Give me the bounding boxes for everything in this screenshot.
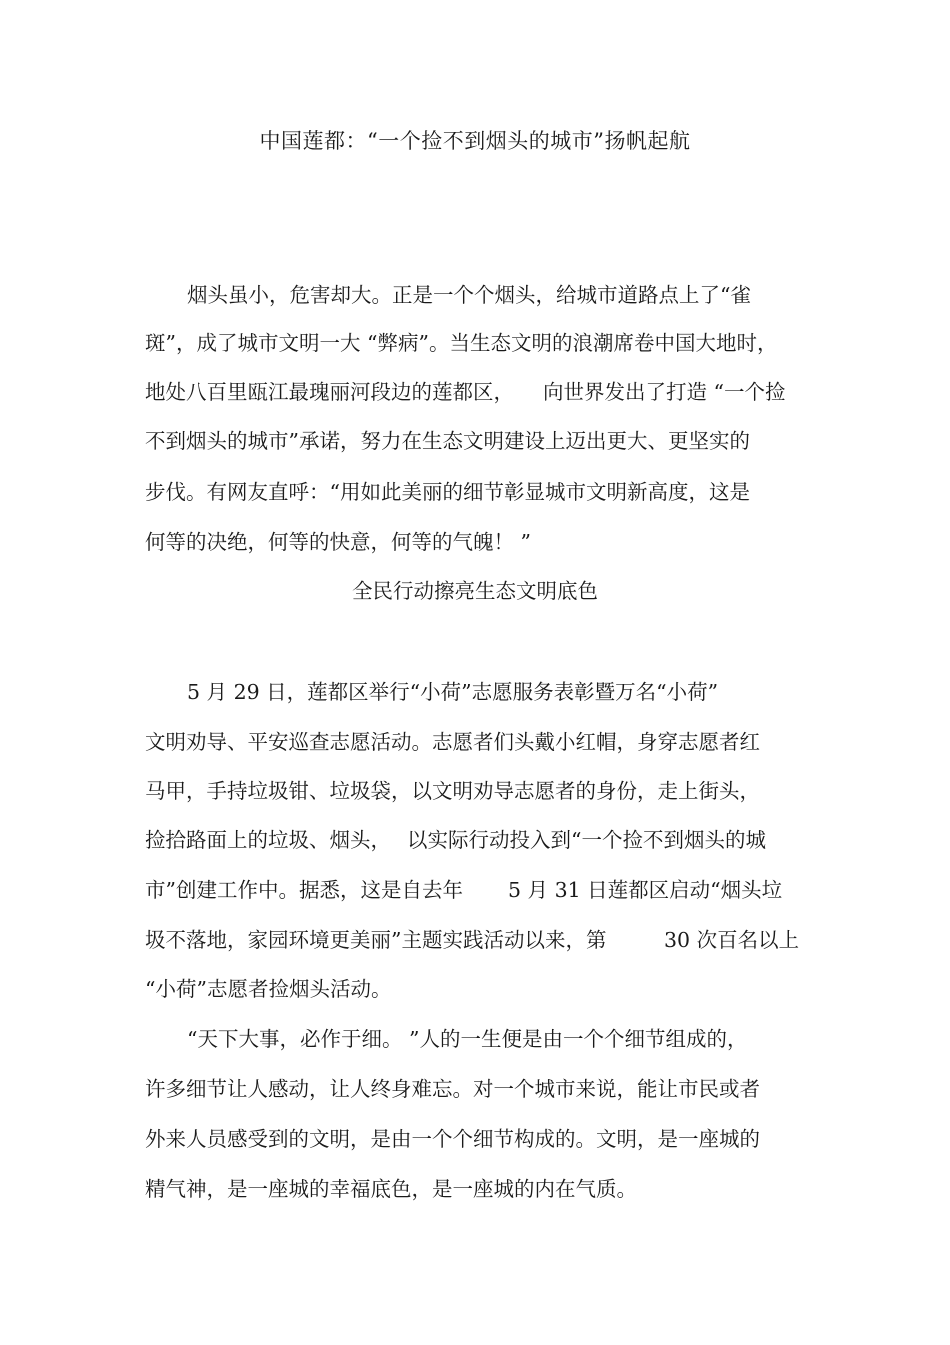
- paragraph-1-line-5: 步伐。有网友直呼：“用如此美丽的细节彰显城市文明新高度，这是: [145, 480, 750, 504]
- paragraph-2-line-4a: 捡拾路面上的垃圾、烟头，: [145, 828, 391, 852]
- paragraph-2-line-1: 5 月 29 日，莲都区举行“小荷”志愿服务表彰暨万名“小荷”: [187, 680, 719, 704]
- paragraph-3-line-1: “天下大事，必作于细。 ”人的一生便是由一个个细节组成的，: [187, 1027, 748, 1051]
- paragraph-3-line-3: 外来人员感受到的文明，是由一个个细节构成的。文明，是一座城的: [145, 1127, 760, 1151]
- paragraph-3-line-2: 许多细节让人感动，让人终身难忘。对一个城市来说，能让市民或者: [145, 1077, 760, 1101]
- paragraph-1-line-3b: 向世界发出了打造 “一个捡: [543, 380, 786, 404]
- paragraph-2-line-7: “小荷”志愿者捡烟头活动。: [145, 977, 392, 1001]
- paragraph-2-line-6b: 30 次百名以上: [664, 928, 800, 952]
- article-title: 中国莲都：“一个捡不到烟头的城市”扬帆起航: [259, 129, 691, 153]
- paragraph-2-line-5b: 5 月 31 日莲都区启动“烟头垃: [508, 878, 783, 902]
- paragraph-3-line-4: 精气神，是一座城的幸福底色，是一座城的内在气质。: [145, 1177, 637, 1201]
- paragraph-2-line-5a: 市”创建工作中。据悉，这是自去年: [145, 878, 463, 902]
- paragraph-1-line-2: 斑”，成了城市文明一大 “弊病”。当生态文明的浪潮席卷中国大地时，: [145, 331, 778, 355]
- paragraph-1-line-6: 何等的决绝，何等的快意，何等的气魄！ ”: [145, 530, 531, 554]
- paragraph-1-line-4: 不到烟头的城市”承诺，努力在生态文明建设上迈出更大、更坚实的: [145, 429, 750, 453]
- paragraph-2-line-2: 文明劝导、平安巡查志愿活动。志愿者们头戴小红帽，身穿志愿者红: [145, 730, 760, 754]
- paragraph-2-line-3: 马甲，手持垃圾钳、垃圾袋，以文明劝导志愿者的身份，走上街头，: [145, 779, 760, 803]
- paragraph-2-line-6a: 圾不落地，家园环境更美丽”主题实践活动以来，第: [145, 928, 607, 952]
- paragraph-1-line-3a: 地处八百里瓯江最瑰丽河段边的莲都区，: [145, 380, 514, 404]
- paragraph-1-line-1: 烟头虽小，危害却大。正是一个个烟头，给城市道路点上了“雀: [187, 283, 751, 307]
- paragraph-2-line-4b: 以实际行动投入到“一个捡不到烟头的城: [407, 828, 766, 852]
- section-subheading: 全民行动擦亮生态文明底色: [352, 579, 598, 603]
